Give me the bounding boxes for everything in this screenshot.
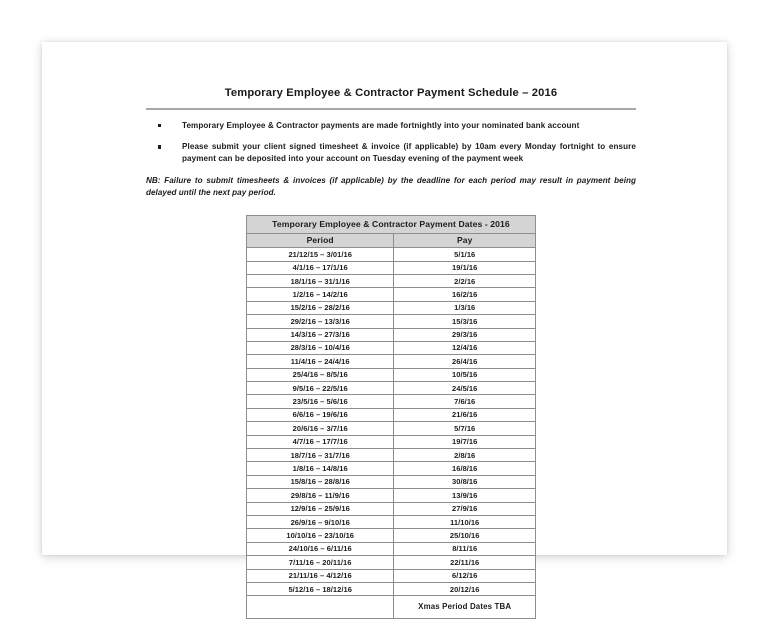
cell-pay: 24/5/16 (394, 382, 536, 395)
cell-period: 24/10/16 – 6/11/16 (247, 542, 394, 555)
bullet-text: Please submit your client signed timesheet & invoice (if applicable) by 10am every Monday fortnight to ensure payment can be deposited into your account on Tuesday evening of the payment week (182, 142, 636, 163)
table-row (247, 422, 536, 435)
table-row (247, 556, 536, 569)
page-content (146, 87, 636, 619)
table-row (247, 435, 536, 448)
cell-pay: 13/9/16 (394, 489, 536, 502)
table-row (247, 489, 536, 502)
square-bullet-icon (158, 124, 161, 127)
cell-pay: 12/4/16 (394, 341, 536, 354)
cell-period: 6/6/16 – 19/6/16 (247, 408, 394, 421)
cell-period: 10/10/16 – 23/10/16 (247, 529, 394, 542)
table-header-row (247, 233, 536, 248)
column-header-period: Period (247, 233, 394, 248)
cell-pay: 2/2/16 (394, 274, 536, 287)
table-row (247, 315, 536, 328)
table-row (247, 515, 536, 528)
cell-period: 15/2/16 – 28/2/16 (247, 301, 394, 314)
page-title: Temporary Employee & Contractor Payment Schedule – 2016 (224, 87, 558, 99)
document-page (42, 42, 727, 612)
table-row (247, 355, 536, 368)
cell-period: 15/8/16 – 28/8/16 (247, 475, 394, 488)
bullet-text: Temporary Employee & Contractor payments are made fortnightly into your nominated bank account (182, 121, 580, 130)
cell-period: 5/12/16 – 18/12/16 (247, 582, 394, 595)
cell-period: 1/2/16 – 14/2/16 (247, 288, 394, 301)
table-caption: Temporary Employee & Contractor Payment Dates - 2016 (247, 216, 536, 233)
cell-pay: 27/9/16 (394, 502, 536, 515)
cell-pay: 30/8/16 (394, 475, 536, 488)
cell-pay: 22/11/16 (394, 556, 536, 569)
table-row (247, 475, 536, 488)
table-caption-row (247, 216, 536, 233)
cell-pay: 8/11/16 (394, 542, 536, 555)
cell-period: 18/1/16 – 31/1/16 (247, 274, 394, 287)
table-row (247, 288, 536, 301)
table-row (247, 328, 536, 341)
title-divider (146, 108, 636, 110)
cell-pay: 11/10/16 (394, 515, 536, 528)
cell-period: 4/7/16 – 17/7/16 (247, 435, 394, 448)
list-item (146, 141, 636, 164)
table-row (247, 261, 536, 274)
cell-pay: 19/7/16 (394, 435, 536, 448)
cell-xmas-note: Xmas Period Dates TBA (394, 596, 536, 618)
cell-pay: 29/3/16 (394, 328, 536, 341)
cell-period: 1/8/16 – 14/8/16 (247, 462, 394, 475)
table-row (247, 529, 536, 542)
table-row (247, 274, 536, 287)
cell-period: 4/1/16 – 17/1/16 (247, 261, 394, 274)
cell-period: 14/3/16 – 27/3/16 (247, 328, 394, 341)
cell-period: 20/6/16 – 3/7/16 (247, 422, 394, 435)
square-bullet-icon (158, 145, 161, 148)
table-row (247, 341, 536, 354)
cell-pay: 26/4/16 (394, 355, 536, 368)
cell-period: 28/3/16 – 10/4/16 (247, 341, 394, 354)
table-row (247, 368, 536, 381)
cell-pay: 15/3/16 (394, 315, 536, 328)
list-item (146, 120, 636, 131)
table-row (247, 395, 536, 408)
table-row (247, 569, 536, 582)
cell-period: 26/9/16 – 9/10/16 (247, 515, 394, 528)
table-body (247, 248, 536, 619)
cell-period: 11/4/16 – 24/4/16 (247, 355, 394, 368)
cell-pay: 16/8/16 (394, 462, 536, 475)
cell-pay: 19/1/16 (394, 261, 536, 274)
cell-period: 9/5/16 – 22/5/16 (247, 382, 394, 395)
cell-period: 21/11/16 – 4/12/16 (247, 569, 394, 582)
cell-pay: 6/12/16 (394, 569, 536, 582)
cell-period: 29/2/16 – 13/3/16 (247, 315, 394, 328)
cell-period: 18/7/16 – 31/7/16 (247, 449, 394, 462)
table-row (247, 462, 536, 475)
nb-note: NB: Failure to submit timesheets & invoices (if applicable) by the deadline for each period may result in payment being delayed until the next pay period. (146, 176, 636, 197)
cell-pay: 5/1/16 (394, 248, 536, 261)
table-row (247, 582, 536, 595)
cell-period: 12/9/16 – 25/9/16 (247, 502, 394, 515)
cell-pay: 10/5/16 (394, 368, 536, 381)
cell-pay: 1/3/16 (394, 301, 536, 314)
table-row (247, 449, 536, 462)
cell-pay: 21/6/16 (394, 408, 536, 421)
cell-period-empty (247, 596, 394, 618)
cell-pay: 5/7/16 (394, 422, 536, 435)
table-row (247, 301, 536, 314)
table-row (247, 542, 536, 555)
table-row (247, 248, 536, 261)
cell-period: 7/11/16 – 20/11/16 (247, 556, 394, 569)
column-header-pay: Pay (394, 233, 536, 248)
table-row (247, 502, 536, 515)
payment-dates-table (246, 215, 536, 618)
cell-pay: 7/6/16 (394, 395, 536, 408)
cell-period: 29/8/16 – 11/9/16 (247, 489, 394, 502)
info-bullet-list (146, 120, 636, 164)
table-row-footer (247, 596, 536, 618)
table-row (247, 382, 536, 395)
cell-pay: 2/8/16 (394, 449, 536, 462)
cell-pay: 20/12/16 (394, 582, 536, 595)
cell-pay: 25/10/16 (394, 529, 536, 542)
cell-pay: 16/2/16 (394, 288, 536, 301)
cell-period: 25/4/16 – 8/5/16 (247, 368, 394, 381)
table-row (247, 408, 536, 421)
cell-period: 23/5/16 – 5/6/16 (247, 395, 394, 408)
cell-period: 21/12/15 – 3/01/16 (247, 248, 394, 261)
payment-table-container (146, 215, 636, 618)
